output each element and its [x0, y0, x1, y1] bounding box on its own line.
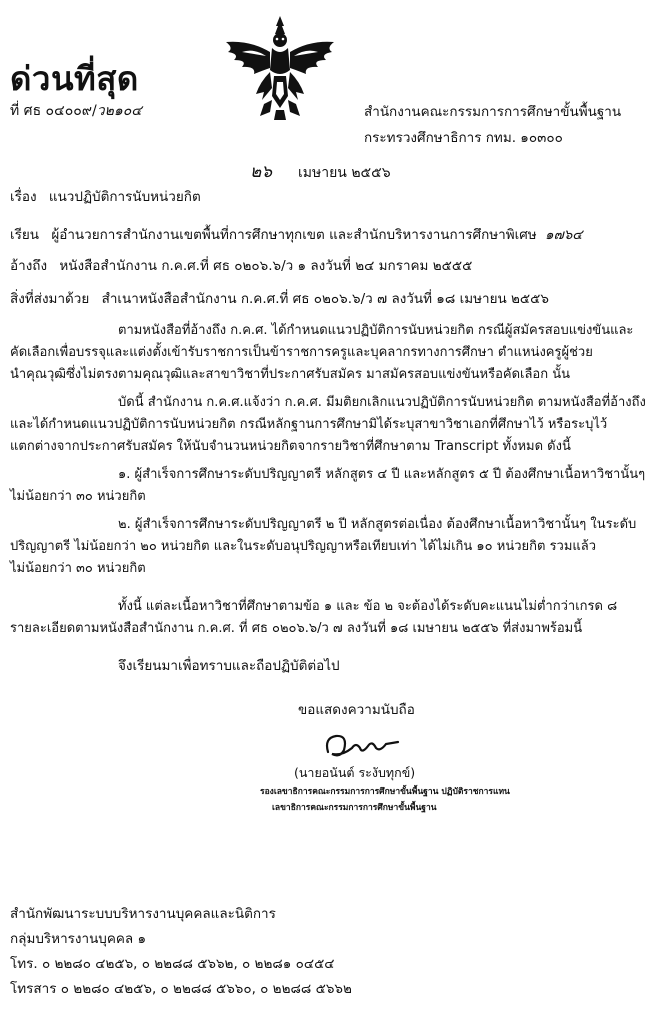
date-day-handwritten: ๒๖	[250, 162, 272, 182]
document-number-handwritten: ว๒๑๐๔	[96, 103, 142, 119]
enclosure-text: สำเนาหนังสือสำนักงาน ก.ค.ศ.ที่ ศธ ๐๒๐๖.๖/ว ๗ ลงวันที่ ๑๘ เมษายน ๒๕๕๖	[101, 291, 549, 307]
footer-phone: โทร. ๐ ๒๒๘๐ ๔๒๕๖, ๐ ๒๒๘๘ ๕๖๖๒, ๐ ๒๒๘๑ ๐๔๕๔	[10, 956, 335, 972]
paragraph-line: ๑. ผู้สำเร็จการศึกษาระดับปริญญาตรี หลักสูตร ๔ ปี และหลักสูตร ๕ ปี ต้องศึกษาเนื้อหาวิชานั้นๆ	[118, 467, 646, 482]
subject-line	[10, 189, 201, 206]
office-address: กระทรวงศึกษาธิการ กทม. ๑๐๓๐๐	[364, 130, 563, 146]
date-month-year: เมษายน ๒๕๕๖	[298, 165, 391, 181]
reference-line	[10, 258, 472, 275]
paragraph-line: ปริญญาตรี ไม่น้อยกว่า ๒๐ หน่วยกิต และในระดับอนุปริญญาหรือเทียบเท่า ได้ไม่เกิน ๑๐ หน่วยกิต รวมแล้ว	[10, 539, 597, 554]
list-item-2	[10, 514, 650, 580]
signatory-title-1: รองเลขาธิการคณะกรรมการการศึกษาขั้นพื้นฐาน ปฏิบัติราชการแทน	[260, 787, 510, 797]
paragraph-line: ไม่น้อยกว่า ๓๐ หน่วยกิต	[10, 561, 146, 576]
body-paragraph-2	[10, 392, 650, 458]
paragraph-line: ไม่น้อยกว่า ๓๐ หน่วยกิต	[10, 489, 146, 504]
recipient-handwritten-number: ๑๗๖๔	[545, 227, 583, 243]
recipient-label: เรียน	[10, 227, 40, 243]
enclosure-line	[10, 291, 549, 308]
document-number-prefix: ที่ ศธ ๐๔๐๐๙/	[10, 103, 97, 119]
list-item-1	[10, 464, 650, 508]
paragraph-line: ๒. ผู้สำเร็จการศึกษาระดับปริญญาตรี ๒ ปี หลักสูตรต่อเนื่อง ต้องศึกษาเนื้อหาวิชานั้นๆ ในระดับ	[118, 517, 637, 532]
signatory-name: (นายอนันต์ ระงับทุกข์)	[294, 765, 416, 780]
paragraph-line: ทั้งนี้ แต่ละเนื้อหาวิชาที่ศึกษาตามข้อ ๑ และ ข้อ ๒ จะต้องได้ระดับคะแนนไม่ต่ำกว่าเกรด ๘	[118, 599, 618, 614]
recipient-line	[10, 227, 583, 244]
paragraph-line: รายละเอียดตามหนังสือสำนักงาน ก.ค.ศ. ที่ ศธ ๐๒๐๖.๖/ว ๗ ลงวันที่ ๑๘ เมษายน ๒๕๕๖ ที่ส่งมาพร้อมนี้	[10, 621, 583, 636]
urgency-heading: ด่วนที่สุด	[10, 59, 139, 98]
footer-group: กลุ่มบริหารงานบุคคล ๑	[10, 931, 147, 947]
document-number	[10, 103, 142, 120]
paragraph-line: และได้กำหนดแนวปฏิบัติการนับหน่วยกิต กรณีหลักฐานการศึกษามิได้ระบุสาขาวิชาเอกที่ศึกษาไว้ หรือระบุไว้	[10, 417, 608, 432]
garuda-emblem-icon	[220, 12, 340, 124]
footer-bureau: สำนักพัฒนาระบบบริหารงานบุคคลและนิติการ	[10, 906, 276, 922]
closing-request: จึงเรียนมาเพื่อทราบและถือปฏิบัติต่อไป	[118, 658, 340, 674]
paragraph-line: บัดนี้ สำนักงาน ก.ค.ศ.แจ้งว่า ก.ค.ศ. มีมติยกเลิกแนวปฏิบัติการนับหน่วยกิต ตามหนังสือที่อ้างถึง	[118, 395, 646, 410]
office-name: สำนักงานคณะกรรมการการศึกษาขั้นพื้นฐาน	[364, 104, 622, 120]
signatory-title-2: เลขาธิการคณะกรรมการการศึกษาขั้นพื้นฐาน	[272, 803, 437, 813]
subject-label: เรื่อง	[10, 189, 37, 205]
signature-scribble-icon	[322, 726, 402, 766]
subject-text: แนวปฏิบัติการนับหน่วยกิต	[48, 189, 201, 205]
recipient-text: ผู้อำนวยการสำนักงานเขตพื้นที่การศึกษาทุกเขต และสำนักบริหารงานการศึกษาพิเศษ	[51, 227, 537, 243]
body-paragraph-3	[10, 596, 650, 640]
document-date	[250, 164, 391, 182]
enclosure-label: สิ่งที่ส่งมาด้วย	[10, 291, 90, 307]
paragraph-line: แตกต่างจากประกาศรับสมัคร ให้นับจำนวนหน่วยกิตจากรายวิชาที่ศึกษาตาม Transcript ทั้งหมด ดังนี้	[10, 439, 571, 454]
footer-fax: โทรสาร ๐ ๒๒๘๐ ๔๒๕๖, ๐ ๒๒๘๘ ๕๖๖๐, ๐ ๒๒๘๘ ๕๖๖๒	[10, 981, 352, 997]
reference-text: หนังสือสำนักงาน ก.ค.ศ.ที่ ศธ ๐๒๐๖.๖/ว ๑ ลงวันที่ ๒๔ มกราคม ๒๕๕๕	[59, 258, 473, 274]
salutation: ขอแสดงความนับถือ	[298, 702, 415, 718]
paragraph-line: นำคุณวุฒิซึ่งไม่ตรงตามคุณวุฒิและสาขาวิชาที่ประกาศรับสมัคร มาสมัครสอบแข่งขันหรือคัดเลือก นั้น	[10, 367, 571, 382]
reference-label: อ้างถึง	[10, 258, 48, 274]
paragraph-line: ตามหนังสือที่อ้างถึง ก.ค.ศ. ได้กำหนดแนวปฏิบัติการนับหน่วยกิต กรณีผู้สมัครสอบแข่งขันและ	[118, 323, 634, 338]
paragraph-line: คัดเลือกเพื่อบรรจุและแต่งตั้งเข้ารับราชการเป็นข้าราชการครูและบุคลากรทางการศึกษา ตำแหน่งครูผู้ช่วย	[10, 345, 593, 360]
body-paragraph-1	[10, 320, 650, 386]
